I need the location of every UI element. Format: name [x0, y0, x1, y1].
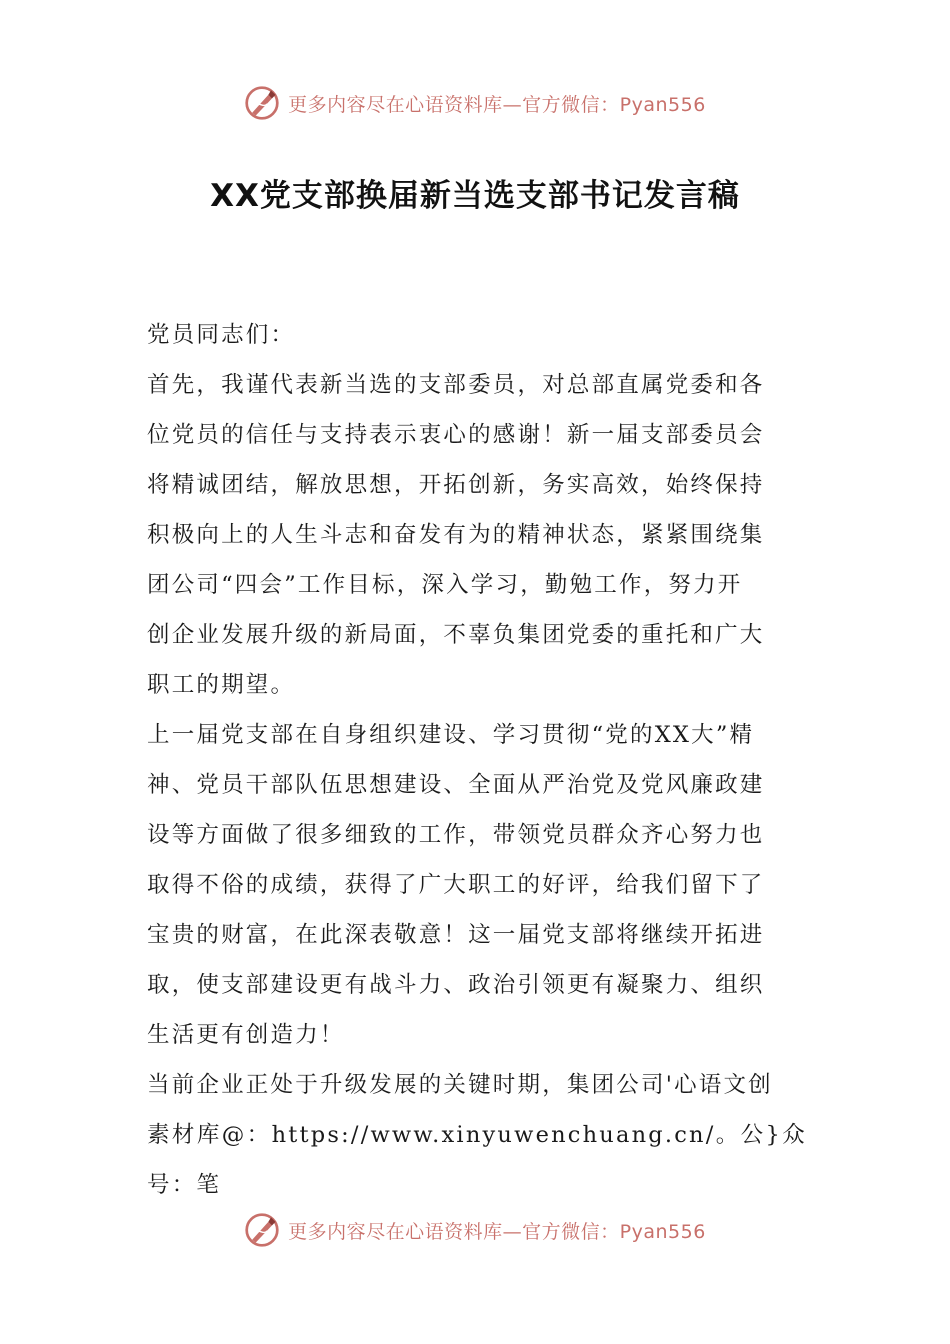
watermark-text: 更多内容尽在心语资料库—官方微信：Pyan556: [288, 93, 706, 116]
body-line: 取得不俗的成绩，获得了广大职工的好评，给我们留下了: [147, 872, 765, 898]
body-line: 首先，我谨代表新当选的支部委员，对总部直属党委和各: [147, 372, 765, 398]
body-line: 创企业发展升级的新局面，不辜负集团党委的重托和广大: [147, 622, 765, 648]
body-line: 职工的期望。: [147, 672, 296, 698]
body-line: 团公司“四会”工作目标，深入学习，勤勉工作，努力开: [147, 572, 743, 598]
pen-logo-icon: [244, 1212, 280, 1248]
body-line: 当前企业正处于升级发展的关键时期，集团公司'心语文创: [147, 1072, 773, 1098]
watermark-footer: [0, 1210, 950, 1250]
body-line: 党员同志们：: [147, 322, 296, 348]
body-line: 素材库@：https://www.xinyuwenchuang.cn/。公}众号：笔: [147, 1122, 807, 1198]
watermark-header: [0, 83, 950, 123]
body-line: 生活更有创造力！: [147, 1022, 345, 1048]
body-line: 积极向上的人生斗志和奋发有为的精神状态，紧紧围绕集: [147, 522, 765, 548]
body-line: 将精诚团结，解放思想，开拓创新，务实高效，始终保持: [147, 472, 765, 498]
watermark-wechat-id: Pyan556: [619, 93, 706, 116]
watermark-wechat-id: Pyan556: [619, 1220, 706, 1243]
document-title: XX党支部换届新当选支部书记发言稿: [210, 178, 740, 214]
document-body: [147, 310, 807, 1210]
pen-logo-icon: [244, 85, 280, 121]
body-line: 宝贵的财富，在此深表敬意！这一届党支部将继续开拓进: [147, 922, 765, 948]
body-line: 位党员的信任与支持表示衷心的感谢！新一届支部委员会: [147, 422, 765, 448]
watermark-text: 更多内容尽在心语资料库—官方微信：Pyan556: [288, 1220, 706, 1243]
body-line: 取，使支部建设更有战斗力、政治引领更有凝聚力、组织: [147, 972, 765, 998]
body-line: 神、党员干部队伍思想建设、全面从严治党及党风廉政建: [147, 772, 765, 798]
body-line: 设等方面做了很多细致的工作，带领党员群众齐心努力也: [147, 822, 765, 848]
body-line: 上一届党支部在自身组织建设、学习贯彻“党的XX大”精: [147, 722, 755, 748]
